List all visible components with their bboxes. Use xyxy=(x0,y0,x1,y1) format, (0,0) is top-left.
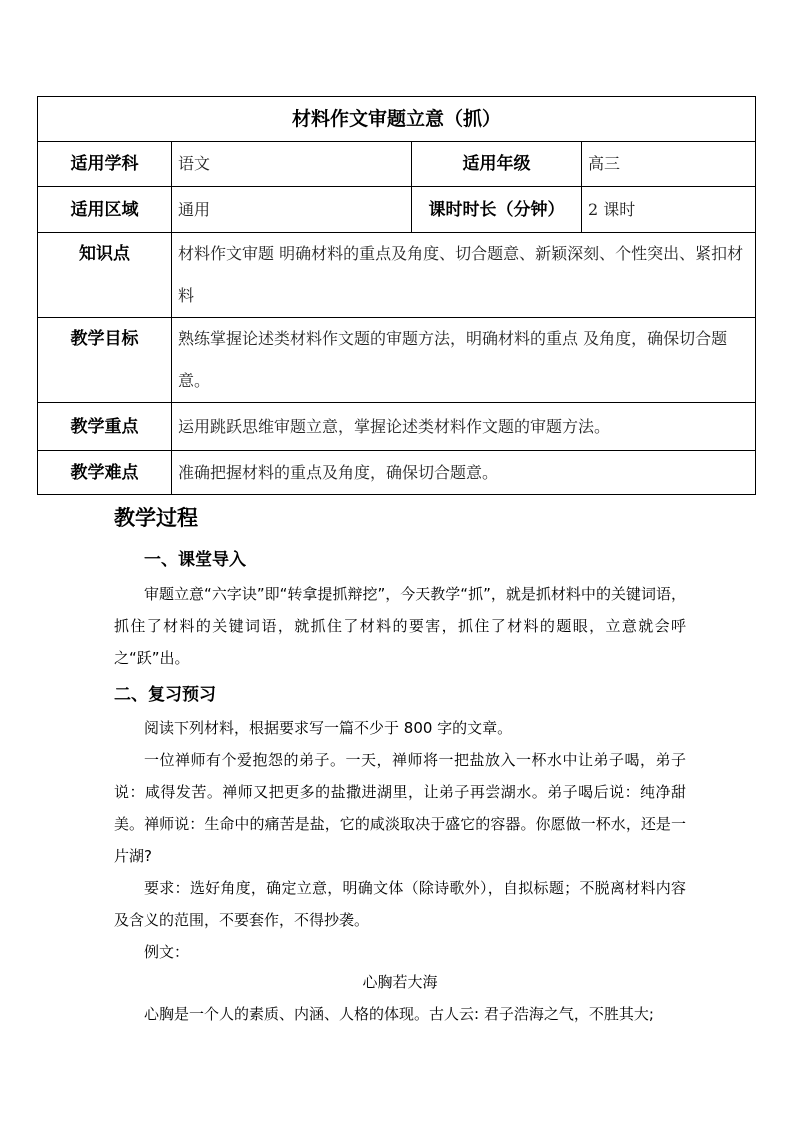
table-title-row xyxy=(38,97,756,142)
table-row xyxy=(38,233,756,318)
region-value: 通用 xyxy=(172,187,412,233)
key-value: 运用跳跃思维审题立意，掌握论述类材料作文题的审题方法。 xyxy=(172,403,756,451)
paragraph-example-label: 例文： xyxy=(144,943,190,961)
subject-label: 适用学科 xyxy=(38,142,172,187)
section1-text: 审题立意“六字诀”即“转拿提抓辩挖”，今天教学“抓”，就是抓材料中的关键词语，抓住了材料的关键词语，就抓住了材料的要害，抓住了材料的题眼，立意就会呼之“跃”出。 xyxy=(114,585,686,667)
process-heading: 教学过程 xyxy=(114,505,198,530)
difficulty-value: 准确把握材料的重点及角度，确保切合题意。 xyxy=(172,451,756,495)
paragraph-material: 一位禅师有个爱抱怨的弟子。一天，禅师将一把盐放入一杯水中让弟子喝，弟子说：咸得发苦。禅师又把更多的盐撒进湖里，让弟子再尝湖水。弟子喝后说：纯净甜美。禅师说：生命中的痛苦是盐，它的咸淡取决于盛它的容器。你愿做一杯水，还是一片湖? xyxy=(114,751,686,865)
grade-label: 适用年级 xyxy=(412,142,582,187)
knowledge-label: 知识点 xyxy=(38,233,172,318)
document-title: 材料作文审题立意（抓） xyxy=(38,97,756,142)
course-info-table xyxy=(37,96,756,495)
region-label: 适用区域 xyxy=(38,187,172,233)
table-row xyxy=(38,318,756,403)
goal-value: 熟练掌握论述类材料作文题的审题方法，明确材料的重点 及角度，确保切合题意。 xyxy=(172,318,756,403)
table-row xyxy=(38,451,756,495)
difficulty-label: 教学难点 xyxy=(38,451,172,495)
duration-label: 课时时长（分钟） xyxy=(412,187,582,233)
essay-paragraph: 心胸是一个人的素质、内涵、人格的体现。古人云: 君子浩海之气，不胜其大; xyxy=(144,1005,654,1023)
goal-label: 教学目标 xyxy=(38,318,172,403)
section2-heading: 二、复习预习 xyxy=(114,685,216,705)
paragraph-requirements: 要求：选好角度，确定立意，明确文体（除诗歌外），自拟标题；不脱离材料内容及含义的范围，不要套作，不得抄袭。 xyxy=(114,879,686,929)
paragraph-instruction: 阅读下列材料，根据要求写一篇不少于 800 字的文章。 xyxy=(144,719,513,737)
subject-value: 语文 xyxy=(172,142,412,187)
knowledge-value: 材料作文审题 明确材料的重点及角度、切合题意、新颖深刻、个性突出、紧扣材料 xyxy=(172,233,756,318)
section1-heading: 一、课堂导入 xyxy=(144,550,246,570)
grade-value: 高三 xyxy=(582,142,756,187)
table-row xyxy=(38,187,756,233)
essay-title: 心胸若大海 xyxy=(362,973,438,991)
table-row xyxy=(38,142,756,187)
table-row xyxy=(38,403,756,451)
key-label: 教学重点 xyxy=(38,403,172,451)
duration-value: 2 课时 xyxy=(582,187,756,233)
